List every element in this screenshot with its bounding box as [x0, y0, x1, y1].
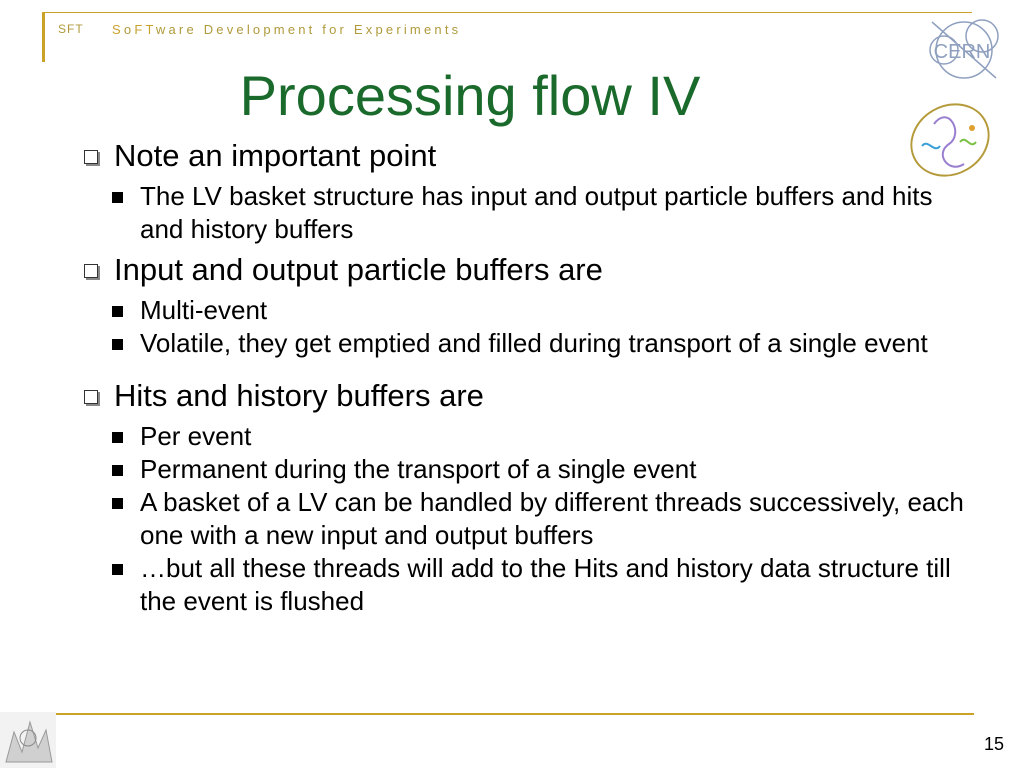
- header-title-part: F: [134, 22, 146, 37]
- square-bullet-icon: [84, 390, 98, 404]
- sub-bullet-lv-basket: [84, 180, 964, 246]
- filled-square-bullet-icon: [112, 192, 123, 203]
- sub-bullet-permanent: [84, 453, 964, 486]
- filled-square-bullet-icon: [112, 432, 123, 443]
- bullet-text: Input and output particle buffers are: [114, 252, 603, 287]
- bullet-note: [84, 138, 964, 174]
- sub-bullet-text: A basket of a LV can be handled by different threads successively, each one with a new input and output buffers: [140, 487, 964, 550]
- header-title: [112, 22, 461, 37]
- filled-square-bullet-icon: [112, 465, 123, 476]
- sub-bullet-text: …but all these threads will add to the Hits and history data structure till the event is flushed: [140, 553, 951, 616]
- sub-bullet-multi-event: [84, 294, 964, 327]
- footer-rule: [56, 713, 974, 715]
- header-title-part: ware Development for Experiments: [155, 22, 462, 37]
- bullet-text: Note an important point: [114, 138, 437, 173]
- header-sft-label: SFT: [58, 22, 84, 36]
- square-bullet-icon: [84, 150, 98, 164]
- sub-bullet-text: Multi-event: [140, 295, 268, 325]
- corner-engraving-icon: [0, 712, 56, 768]
- header-vertical-rule: [42, 12, 45, 62]
- bullet-text: Hits and history buffers are: [114, 378, 484, 413]
- sub-bullet-text: Permanent during the transport of a single event: [140, 454, 697, 484]
- filled-square-bullet-icon: [112, 339, 123, 350]
- bullet-hits-history: [84, 378, 964, 414]
- cern-logo-text: CERN: [933, 41, 991, 63]
- sub-bullet-basket-threads: [84, 486, 964, 552]
- sub-bullet-threads-add: [84, 552, 964, 618]
- filled-square-bullet-icon: [112, 498, 123, 509]
- page-number: 15: [983, 734, 1004, 754]
- sub-bullet-volatile: [84, 327, 964, 360]
- slide-title: Processing flow IV: [239, 64, 701, 127]
- sub-bullet-text: The LV basket structure has input and output particle buffers and hits and history buffers: [140, 181, 933, 244]
- sub-bullet-text: Per event: [140, 421, 252, 451]
- sub-bullet-per-event: [84, 420, 964, 453]
- header-title-part: S: [112, 22, 124, 37]
- bullet-input-output: [84, 252, 964, 288]
- header-horizontal-rule: [42, 12, 972, 13]
- sub-bullet-text: Volatile, they get emptied and filled during transport of a single event: [140, 328, 928, 358]
- filled-square-bullet-icon: [112, 564, 123, 575]
- header-title-part: o: [123, 22, 135, 37]
- slide-content: [84, 138, 964, 618]
- square-bullet-icon: [84, 264, 98, 278]
- header-title-part: T: [145, 22, 156, 37]
- filled-square-bullet-icon: [112, 306, 123, 317]
